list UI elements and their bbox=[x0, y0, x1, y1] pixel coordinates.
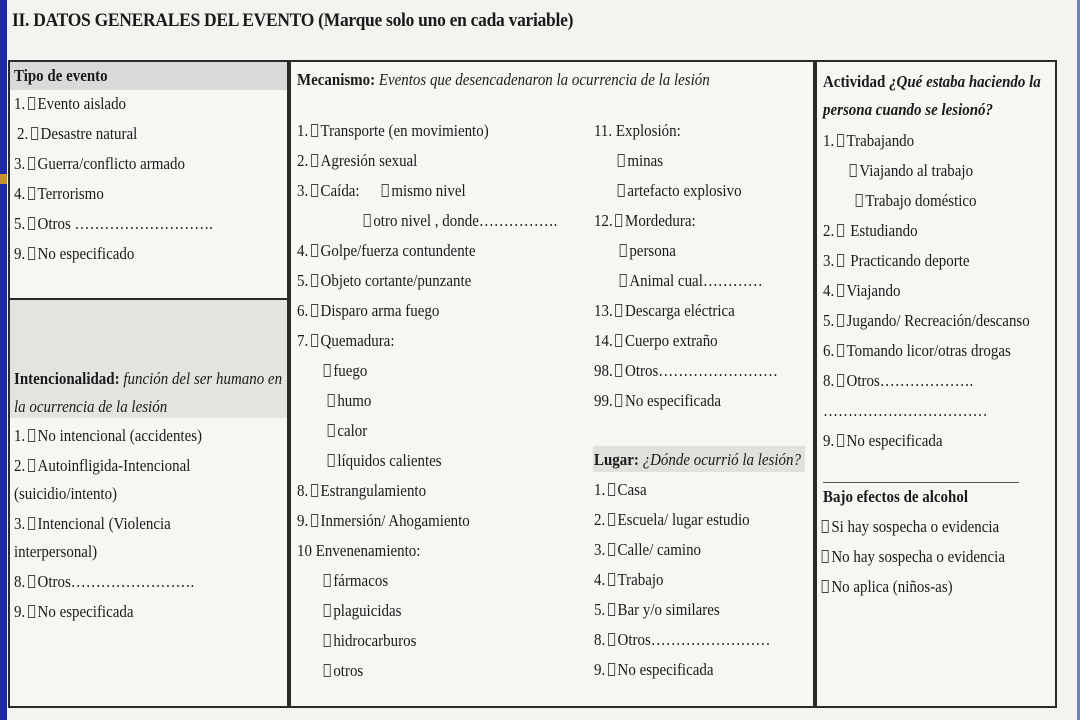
checkbox[interactable] bbox=[608, 513, 615, 526]
mecanismo-item[interactable]: 13. Descarga eléctrica bbox=[594, 301, 735, 320]
checkbox[interactable] bbox=[328, 454, 335, 467]
mecanismo-item[interactable]: 12. Mordedura: bbox=[594, 211, 696, 230]
quemadura-sub-item[interactable]: humo bbox=[325, 386, 371, 416]
lugar-item[interactable]: 4. Trabajo bbox=[594, 570, 664, 589]
envenenamiento-sub-item[interactable]: hidrocarburos bbox=[321, 626, 416, 656]
edge-mark bbox=[0, 174, 7, 184]
mecanismo-item[interactable]: 11. Explosión: bbox=[594, 121, 681, 140]
checkbox[interactable] bbox=[837, 344, 844, 357]
checkbox[interactable] bbox=[822, 550, 829, 563]
checkbox[interactable] bbox=[618, 154, 625, 167]
quemadura-sub-item[interactable]: líquidos calientes bbox=[325, 446, 442, 476]
intencionalidad-item[interactable]: 9. No especificada bbox=[14, 602, 134, 621]
tipo-item[interactable]: 2. Desastre natural bbox=[17, 124, 138, 143]
section-title: II. DATOS GENERALES DEL EVENTO (Marque solo uno en cada variable) bbox=[12, 10, 574, 31]
intencionalidad-item-cont: (suicidio/intento) bbox=[14, 484, 118, 503]
actividad-item[interactable]: 4. Viajando bbox=[823, 281, 901, 300]
alcohol-item[interactable]: No hay sospecha o evidencia bbox=[819, 542, 1005, 572]
lugar-item[interactable]: 1. Casa bbox=[594, 480, 647, 499]
alcohol-heading: Bajo efectos de alcohol bbox=[823, 487, 969, 506]
envenenamiento-sub-item[interactable]: fármacos bbox=[321, 566, 388, 596]
envenenamiento-sub-item[interactable]: plaguicidas bbox=[321, 596, 401, 626]
checkbox[interactable] bbox=[324, 634, 331, 647]
actividad-item-cont: …………………………… bbox=[823, 401, 988, 420]
explosion-sub-item[interactable]: artefacto explosivo bbox=[615, 176, 742, 206]
checkbox[interactable] bbox=[311, 244, 318, 257]
checkbox[interactable] bbox=[311, 124, 318, 137]
checkbox[interactable] bbox=[620, 244, 627, 257]
checkbox[interactable] bbox=[311, 304, 318, 317]
checkbox[interactable] bbox=[837, 134, 844, 147]
actividad-item[interactable]: 5. Jugando/ Recreación/descanso bbox=[823, 311, 1030, 330]
actividad-item[interactable]: 9. No especificada bbox=[823, 431, 943, 450]
checkbox[interactable] bbox=[28, 97, 35, 110]
tipo-item[interactable]: 1. Evento aislado bbox=[14, 94, 127, 113]
caida-sub-item[interactable]: mismo nivel bbox=[379, 176, 466, 206]
checkbox[interactable] bbox=[31, 127, 38, 140]
checkbox[interactable] bbox=[618, 184, 625, 197]
checkbox[interactable] bbox=[28, 247, 35, 260]
checkbox[interactable] bbox=[837, 254, 844, 267]
checkbox[interactable] bbox=[324, 364, 331, 377]
intencionalidad-heading-2: la ocurrencia de la lesión bbox=[14, 397, 168, 416]
actividad-item[interactable]: 2. Estudiando bbox=[823, 221, 918, 240]
checkbox[interactable] bbox=[837, 434, 844, 447]
lugar-item[interactable]: 9. No especificada bbox=[594, 660, 714, 679]
column-actividad-alcohol bbox=[815, 60, 1057, 708]
mecanismo-item[interactable]: 6. Disparo arma fuego bbox=[297, 301, 440, 320]
checkbox[interactable] bbox=[311, 274, 318, 287]
actividad-item[interactable]: 1. Trabajando bbox=[823, 131, 915, 150]
mecanismo-item[interactable]: 3. Caída: bbox=[297, 181, 360, 200]
checkbox[interactable] bbox=[28, 575, 35, 588]
quemadura-sub-item[interactable]: calor bbox=[325, 416, 367, 446]
checkbox[interactable] bbox=[608, 573, 615, 586]
checkbox[interactable] bbox=[28, 217, 35, 230]
checkbox[interactable] bbox=[28, 187, 35, 200]
actividad-heading-2: persona cuando se lesionó? bbox=[823, 100, 993, 119]
checkbox[interactable] bbox=[328, 394, 335, 407]
checkbox[interactable] bbox=[608, 663, 615, 676]
explosion-sub-item[interactable]: minas bbox=[615, 146, 663, 176]
checkbox[interactable] bbox=[324, 574, 331, 587]
actividad-item[interactable]: 8. Otros………………. bbox=[823, 371, 974, 390]
checkbox[interactable] bbox=[364, 214, 371, 227]
lugar-item[interactable]: 3. Calle/ camino bbox=[594, 540, 702, 559]
checkbox[interactable] bbox=[28, 429, 35, 442]
tipo-heading: Tipo de evento bbox=[14, 66, 108, 85]
checkbox[interactable] bbox=[382, 184, 389, 197]
alcohol-item[interactable]: No aplica (niños-as) bbox=[819, 572, 953, 602]
checkbox[interactable] bbox=[615, 334, 622, 347]
mecanismo-item[interactable]: 9. Inmersión/ Ahogamiento bbox=[297, 511, 470, 530]
checkbox[interactable] bbox=[324, 604, 331, 617]
quemadura-sub-item[interactable]: fuego bbox=[321, 356, 367, 386]
intencionalidad-item[interactable]: 8. Otros……………………. bbox=[14, 572, 195, 591]
mecanismo-item[interactable]: 8. Estrangulamiento bbox=[297, 481, 427, 500]
actividad-item[interactable]: 3. Practicando deporte bbox=[823, 251, 970, 270]
intencionalidad-item[interactable]: 2. Autoinfligida-Intencional bbox=[14, 456, 191, 475]
checkbox[interactable] bbox=[311, 334, 318, 347]
lugar-item[interactable]: 5. Bar y/o similares bbox=[594, 600, 720, 619]
checkbox[interactable] bbox=[311, 484, 318, 497]
mecanismo-item[interactable]: 99. No especificada bbox=[594, 391, 721, 410]
checkbox[interactable] bbox=[856, 194, 863, 207]
checkbox[interactable] bbox=[608, 483, 615, 496]
tipo-item[interactable]: 9. No especificado bbox=[14, 244, 135, 263]
actividad-heading: Actividad ¿Qué estaba haciendo la bbox=[823, 72, 1041, 91]
trabajando-sub-item[interactable]: Viajando al trabajo bbox=[847, 156, 973, 186]
checkbox[interactable] bbox=[311, 154, 318, 167]
mecanismo-item[interactable]: 10 Envenenamiento: bbox=[297, 541, 421, 560]
checkbox[interactable] bbox=[608, 633, 615, 646]
mecanismo-heading: Mecanismo: Eventos que desencadenaron la ocurrencia de la lesión bbox=[297, 70, 710, 89]
checkbox[interactable] bbox=[311, 184, 318, 197]
alcohol-item[interactable]: Si hay sospecha o evidencia bbox=[819, 512, 999, 542]
left-edge-bar bbox=[0, 0, 7, 720]
intencionalidad-item[interactable]: 1. No intencional (accidentes) bbox=[14, 426, 203, 445]
intencionalidad-heading: Intencionalidad: función del ser humano en bbox=[14, 369, 283, 388]
actividad-item[interactable]: 6. Tomando licor/otras drogas bbox=[823, 341, 1011, 360]
mecanismo-item[interactable]: 1. Transporte (en movimiento) bbox=[297, 121, 489, 140]
checkbox[interactable] bbox=[822, 520, 829, 533]
checkbox[interactable] bbox=[28, 605, 35, 618]
envenenamiento-sub-item[interactable]: otros bbox=[321, 656, 363, 686]
checkbox[interactable] bbox=[837, 284, 844, 297]
checkbox[interactable] bbox=[837, 374, 844, 387]
caida-sub-item[interactable]: otro nivel , donde……………. bbox=[361, 206, 557, 236]
trabajando-sub-item[interactable]: Trabajo doméstico bbox=[853, 186, 977, 216]
mecanismo-item[interactable]: 4. Golpe/fuerza contundente bbox=[297, 241, 476, 260]
checkbox[interactable] bbox=[837, 314, 844, 327]
intencionalidad-item-cont: interpersonal) bbox=[14, 542, 98, 561]
mecanismo-item[interactable]: 98. Otros…………………… bbox=[594, 361, 778, 380]
column-tipo-intencionalidad bbox=[8, 60, 289, 708]
checkbox[interactable] bbox=[615, 394, 622, 407]
checkbox[interactable] bbox=[620, 274, 627, 287]
checkbox[interactable] bbox=[328, 424, 335, 437]
checkbox[interactable] bbox=[615, 304, 622, 317]
checkbox[interactable] bbox=[28, 459, 35, 472]
checkbox[interactable] bbox=[28, 157, 35, 170]
checkbox[interactable] bbox=[28, 517, 35, 530]
lugar-item[interactable]: 2. Escuela/ lugar estudio bbox=[594, 510, 750, 529]
checkbox[interactable] bbox=[822, 580, 829, 593]
mecanismo-item[interactable]: 7. Quemadura: bbox=[297, 331, 395, 350]
mecanismo-item[interactable]: 14. Cuerpo extraño bbox=[594, 331, 718, 350]
lugar-item[interactable]: 8. Otros…………………… bbox=[594, 630, 771, 649]
checkbox[interactable] bbox=[608, 543, 615, 556]
checkbox[interactable] bbox=[311, 514, 318, 527]
checkbox[interactable] bbox=[608, 603, 615, 616]
checkbox[interactable] bbox=[837, 224, 844, 237]
checkbox[interactable] bbox=[615, 364, 622, 377]
intencionalidad-item[interactable]: 3. Intencional (Violencia bbox=[14, 514, 171, 533]
checkbox[interactable] bbox=[615, 214, 622, 227]
checkbox[interactable] bbox=[324, 664, 331, 677]
column-mecanismo-lugar bbox=[289, 60, 815, 708]
mecanismo-item[interactable]: 5. Objeto cortante/punzante bbox=[297, 271, 472, 290]
tipo-item[interactable]: 5. Otros ………………………. bbox=[14, 214, 213, 233]
lugar-heading: Lugar: ¿Dónde ocurrió la lesión? bbox=[594, 450, 801, 469]
tipo-item[interactable]: 4. Terrorismo bbox=[14, 184, 104, 203]
mordedura-sub-item[interactable]: Animal cual………… bbox=[617, 266, 763, 296]
checkbox[interactable] bbox=[850, 164, 857, 177]
mecanismo-item[interactable]: 2. Agresión sexual bbox=[297, 151, 418, 170]
mordedura-sub-item[interactable]: persona bbox=[617, 236, 676, 266]
tipo-item[interactable]: 3. Guerra/conflicto armado bbox=[14, 154, 185, 173]
